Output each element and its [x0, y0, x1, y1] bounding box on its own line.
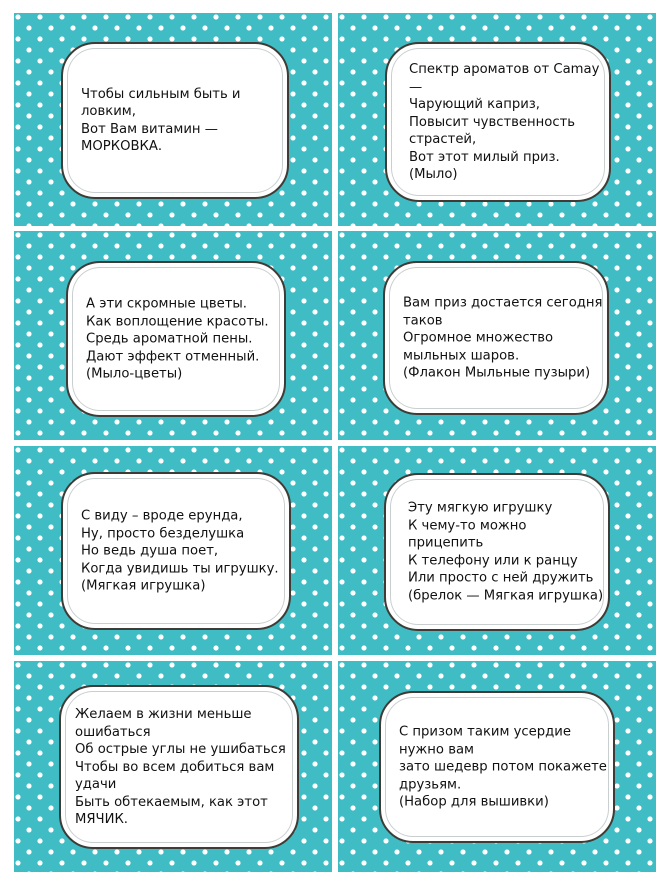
label-frame [383, 261, 609, 415]
card-line: Чарующий каприз, [409, 96, 540, 112]
card-line: МЯЧИК. [75, 811, 129, 827]
card-text [75, 706, 287, 829]
label-frame [66, 261, 286, 417]
card-text [81, 86, 277, 156]
card-line: Но ведь душа поет, [81, 543, 219, 559]
card-line: (Мягкая игрушка) [81, 578, 206, 594]
card-line: С виду – вроде ерунда, [81, 508, 243, 524]
card-line: зато шедевр потом покажете [399, 759, 607, 775]
card-line: К чему-то можно [408, 518, 527, 533]
card-line: ловким, [81, 104, 136, 119]
card-line: (Мыло) [409, 166, 458, 182]
card-line: Вот Вам витамин — [81, 121, 218, 137]
card-line: Быть обтекаемым, как этот [75, 794, 268, 810]
card-tile-8 [338, 661, 656, 872]
card-line: Спектр ароматов от Camay [409, 61, 600, 77]
card-text [403, 294, 603, 382]
card-line: Как воплощение красоты. [86, 313, 269, 329]
card-text [81, 507, 279, 595]
card-line: прицепить [408, 535, 484, 551]
card-line: Вам приз достается сегодня [403, 295, 603, 311]
card-line: Ну, просто безделушка [81, 525, 245, 541]
card-line: — [409, 79, 423, 95]
card-line: Когда увидишь ты игрушку. [81, 560, 279, 576]
card-line: Об острые углы не ушибаться [75, 741, 286, 757]
card-tile-3 [14, 231, 332, 440]
card-line: Чтобы сильным быть и [81, 86, 241, 102]
label-frame [385, 42, 611, 202]
card-line: С призом таким усердие [399, 724, 571, 740]
card-line: Вот этот милый приз. [409, 149, 560, 165]
card-tile-1 [14, 13, 332, 226]
card-tile-6 [338, 446, 656, 655]
card-line: таков [403, 312, 443, 328]
card-line: мыльных шаров. [403, 347, 520, 363]
card-line: (Набор для вышивки) [399, 794, 549, 810]
card-line: нужно вам [399, 741, 474, 757]
card-line: (Флакон Мыльные пузыри) [403, 365, 591, 381]
card-line: Или просто с ней дружить [408, 570, 594, 586]
card-text [408, 500, 604, 605]
label-frame [59, 685, 299, 849]
card-line: Огромное множество [403, 330, 554, 346]
card-text [86, 295, 274, 383]
card-line: ошибаться [75, 724, 151, 740]
card-line: (Мыло-цветы) [86, 366, 183, 382]
card-tile-5 [14, 446, 332, 655]
card-line: друзьям. [399, 776, 462, 792]
card-line: страстей, [409, 131, 477, 147]
card-tile-2 [338, 13, 656, 226]
card-tile-7 [14, 661, 332, 872]
card-line: Эту мягкую игрушку [408, 500, 553, 516]
card-line: МОРКОВКА. [81, 139, 163, 154]
label-frame [384, 473, 610, 631]
card-line: К телефону или к ранцу [408, 553, 578, 568]
label-frame [61, 472, 291, 630]
label-frame [379, 691, 615, 843]
card-line: (брелок — Мягкая игрушка) [408, 588, 604, 603]
card-tile-4 [338, 231, 656, 440]
card-line: Дают эффект отменный. [86, 348, 260, 364]
card-line: Повысит чувственность [409, 114, 576, 130]
card-text [409, 61, 599, 184]
card-line: Чтобы во всем добиться вам [75, 759, 275, 775]
card-line: Средь ароматной пены. [86, 331, 253, 347]
card-text [399, 723, 607, 811]
card-line: А эти скромные цветы. [86, 296, 247, 312]
label-frame [61, 42, 289, 199]
card-line: Желаем в жизни меньше [75, 706, 252, 722]
card-line: удачи [75, 776, 117, 792]
